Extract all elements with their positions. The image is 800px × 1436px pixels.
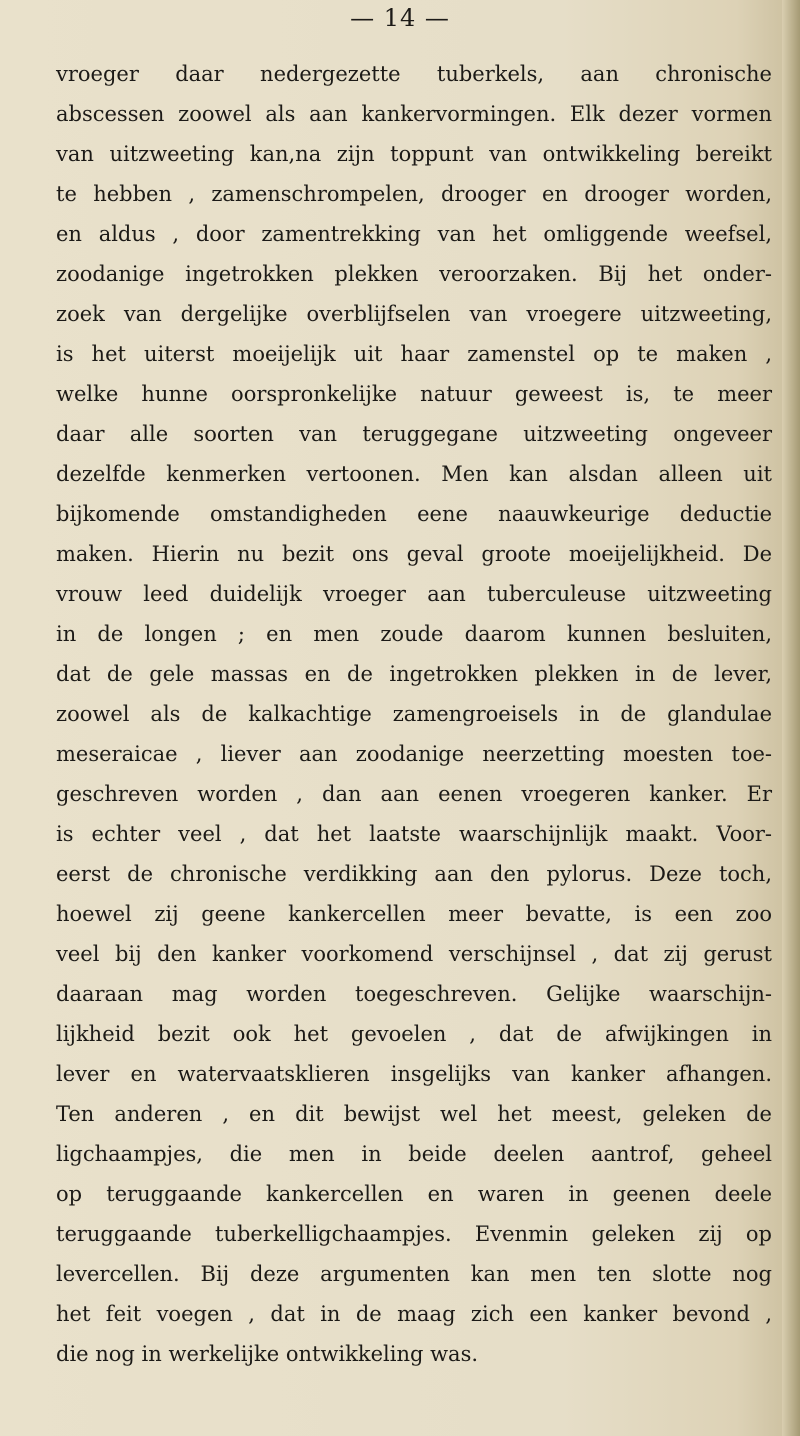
text-line: zoek van dergelijke overblijfselen van vroegere uitzweeting,: [56, 302, 772, 326]
text-line: bijkomende omstandigheden eene naauwkeurige deductie: [56, 502, 772, 526]
text-line: te hebben , zamenschrompelen, drooger en drooger worden,: [56, 182, 772, 206]
text-line: geschreven worden , dan aan eenen vroegeren kanker. Er: [56, 782, 772, 806]
body-paragraph: [56, 54, 772, 1374]
text-line: op teruggaande kankercellen en waren in geenen deele: [56, 1182, 772, 1206]
text-line: zoowel als de kalkachtige zamengroeisels in de glandulae: [56, 702, 772, 726]
text-line: abscessen zoowel als aan kankervormingen. Elk dezer vormen: [56, 102, 772, 126]
page-edge-shadow: [782, 0, 800, 1436]
text-line: in de longen ; en men zoude daarom kunnen besluiten,: [56, 622, 772, 646]
text-line: lever en watervaatsklieren insgelijks van kanker afhangen.: [56, 1062, 772, 1086]
text-line: vrouw leed duidelijk vroeger aan tuberculeuse uitzweeting: [56, 582, 772, 606]
text-line: daar alle soorten van teruggegane uitzweeting ongeveer: [56, 422, 772, 446]
text-line: welke hunne oorspronkelijke natuur geweest is, te meer: [56, 382, 772, 406]
text-line: is het uiterst moeijelijk uit haar zamenstel op te maken ,: [56, 342, 772, 366]
text-line: eerst de chronische verdikking aan den pylorus. Deze toch,: [56, 862, 772, 886]
text-line: dezelfde kenmerken vertoonen. Men kan alsdan alleen uit: [56, 462, 772, 486]
text-line: maken. Hierin nu bezit ons geval groote moeijelijkheid. De: [56, 542, 772, 566]
page-number: — 14 —: [350, 4, 450, 32]
text-line: lijkheid bezit ook het gevoelen , dat de afwijkingen in: [56, 1022, 772, 1046]
text-line: en aldus , door zamentrekking van het omliggende weefsel,: [56, 222, 772, 246]
text-line: van uitzweeting kan,na zijn toppunt van ontwikkeling bereikt: [56, 142, 772, 166]
text-line: zoodanige ingetrokken plekken veroorzaken. Bij het onder-: [56, 262, 772, 286]
text-line: ligchaampjes, die men in beide deelen aantrof, geheel: [56, 1142, 772, 1166]
text-line: levercellen. Bij deze argumenten kan men ten slotte nog: [56, 1262, 772, 1286]
text-line: hoewel zij geene kankercellen meer bevatte, is een zoo: [56, 902, 772, 926]
text-line: is echter veel , dat het laatste waarschijnlijk maakt. Voor-: [56, 822, 772, 846]
text-line: veel bij den kanker voorkomend verschijnsel , dat zij gerust: [56, 942, 772, 966]
text-line: meseraicae , liever aan zoodanige neerzetting moesten toe-: [56, 742, 772, 766]
text-line: die nog in werkelijke ontwikkeling was.: [56, 1342, 479, 1366]
text-line: dat de gele massas en de ingetrokken plekken in de lever,: [56, 662, 772, 686]
text-line: daaraan mag worden toegeschreven. Gelijke waarschijn-: [56, 982, 772, 1006]
text-line: het feit voegen , dat in de maag zich een kanker bevond ,: [56, 1302, 772, 1326]
text-line: vroeger daar nedergezette tuberkels, aan chronische: [56, 62, 772, 86]
text-line: Ten anderen , en dit bewijst wel het meest, geleken de: [56, 1102, 772, 1126]
text-line: teruggaande tuberkelligchaampjes. Evenmin geleken zij op: [56, 1222, 772, 1246]
